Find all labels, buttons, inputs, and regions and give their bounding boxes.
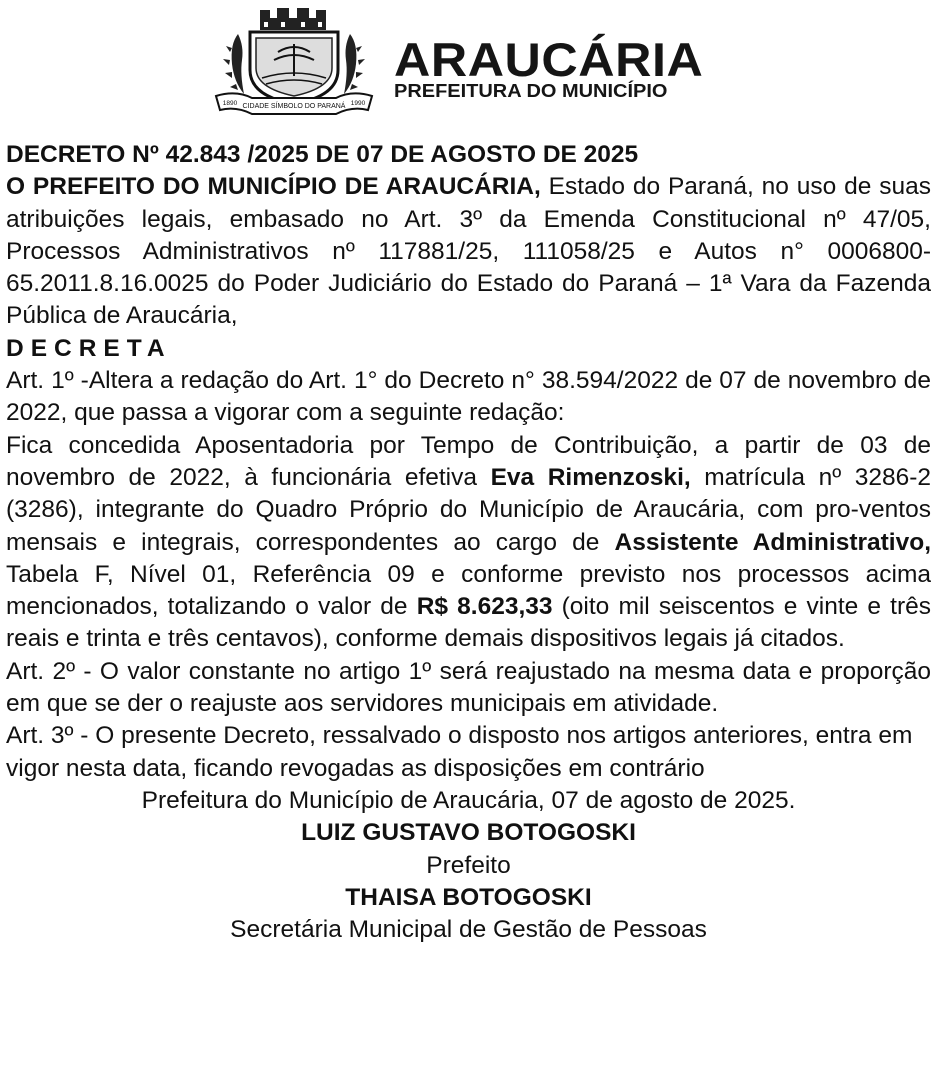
- amount-value: R$ 8.623,33: [416, 593, 553, 621]
- brand-subtitle: PREFEITURA DO MUNICÍPIO: [394, 80, 668, 101]
- preamble: [6, 171, 931, 332]
- decree-document: [6, 139, 931, 946]
- signer-2-role: Secretária Municipal de Gestão de Pessoas: [230, 916, 707, 944]
- position-title: Assistente Administrativo,: [614, 528, 932, 556]
- svg-text:CIDADE SÍMBOLO DO PARANÁ: CIDADE SÍMBOLO DO PARANÁ: [242, 103, 346, 110]
- coat-of-arms-icon: [208, 4, 380, 116]
- svg-text:1990: 1990: [350, 100, 366, 107]
- place-date: Prefeitura do Município de Araucária, 07 de agosto de 2025.: [141, 786, 796, 814]
- article-2: Art. 2º - O valor constante no artigo 1º será reajustado na mesma data e proporção em que se der o reajuste aos servidores municipais em atividade.: [6, 657, 931, 718]
- signer-1-role: Prefeito: [426, 851, 511, 879]
- page-header: [0, 0, 945, 125]
- svg-text:1890: 1890: [222, 100, 238, 107]
- article-1: Art. 1º -Altera a redação do Art. 1° do Decreto n° 38.594/2022 de 07 de novembro de 2022, que passa a vigorar com a seguinte redação:: [6, 367, 931, 427]
- brand-block: [394, 33, 704, 101]
- grant-text-1: Fica concedida Aposentadoria por Tempo de Contribuição, a partir de 03 de novembro de 2022, à funcionária efetiva: [6, 431, 931, 491]
- brand-name: ARAUCÁRIA: [394, 33, 704, 86]
- signer-2-name: THAISA BOTOGOSKI: [345, 883, 592, 911]
- grant-text-3: Tabela F, Nível 01, Referência 09 e conforme previsto nos processos acima mencionados, totalizando o valor de: [6, 560, 931, 621]
- preamble-authority: O PREFEITO DO MUNICÍPIO DE ARAUCÁRIA,: [6, 173, 541, 201]
- grant-text-2: matrícula nº 3286-2 (3286), integrante do Quadro Próprio do Município de Araucária, com pro-ventos mensais e integrais, correspondentes ao cargo de: [6, 463, 931, 556]
- grant-text-4: (oito mil seiscentos e vinte e três reais e trinta e três centavos), conforme demais dispositivos legais já citados.: [6, 593, 931, 653]
- article-3: Art. 3º - O presente Decreto, ressalvado o disposto nos artigos anteriores, entra em vigor nesta data, ficando revogadas as disposições em contrário: [6, 722, 913, 782]
- employee-name: Eva Rimenzoski,: [490, 463, 691, 491]
- decree-title: DECRETO Nº 42.843 /2025 DE 07 DE AGOSTO DE 2025: [6, 141, 639, 168]
- preamble-text: Estado do Paraná, no uso de suas atribuições legais, embasado no Art. 3º da Emenda Constitucional nº 47/05, Processos Administrativos nº 117881/25, 111058/25 e Autos n° 0006800- 65.2011.8.16.0025 do Poder Judiciário do Estado do Paraná – 1ª Vara da Fazenda Pública de Araucária,: [6, 173, 931, 330]
- signer-1-name: LUIZ GUSTAVO BOTOGOSKI: [301, 819, 636, 847]
- decreta-heading: DECRETA: [6, 334, 172, 362]
- grant-paragraph: [6, 430, 931, 656]
